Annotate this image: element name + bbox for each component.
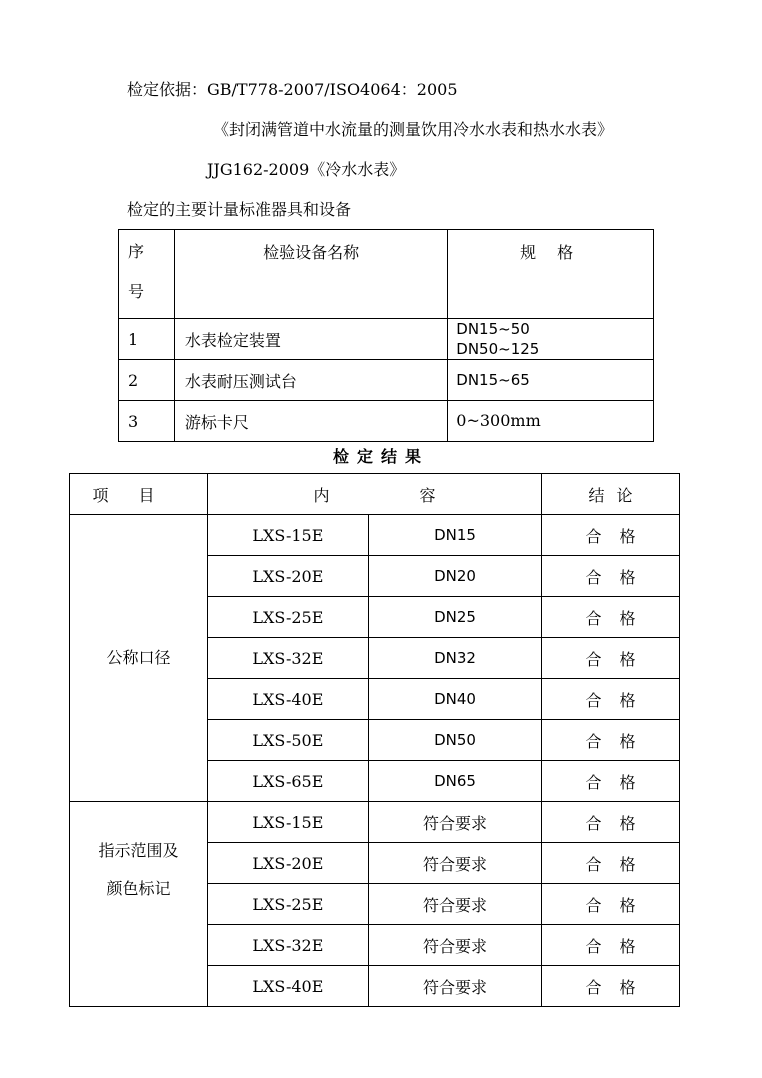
seq-header-text: 序 号 [128,242,145,301]
result-value: DN25 [368,597,541,638]
equipment-row [119,401,654,442]
result-conclusion: 合格 [542,515,680,556]
equipment-spec [448,319,654,360]
result-conclusion: 合格 [542,843,680,884]
item-header: 项目 [70,474,208,515]
equipment-table [118,229,654,442]
result-value: 符合要求 [368,925,541,966]
result-conclusion: 合格 [542,761,680,802]
result-value: 符合要求 [368,843,541,884]
result-conclusion: 合格 [542,884,680,925]
result-model: LXS-15E [207,515,368,556]
result-conclusion: 合格 [542,925,680,966]
seq-header [119,230,175,319]
result-model: LXS-40E [207,966,368,1007]
results-header-row [70,474,680,515]
result-value: DN15 [368,515,541,556]
results-body [70,515,680,1007]
result-value: DN50 [368,720,541,761]
name-header: 检验设备名称 [174,230,447,319]
result-model: LXS-65E [207,761,368,802]
result-conclusion: 合格 [542,802,680,843]
result-model: LXS-25E [207,884,368,925]
result-row [70,802,680,843]
result-item: 指示范围及 颜色标记 [70,802,208,1007]
result-conclusion: 合格 [542,638,680,679]
equipment-seq: 1 [119,319,175,360]
equipment-spec [448,360,654,401]
equipment-spec-line: DN15~50 [456,320,530,338]
basis-line-1: 检定依据：GB/T778-2007/ISO4064：2005 [127,80,458,99]
equipment-name: 游标卡尺 [174,401,447,442]
results-title: 检定结果 [332,447,429,466]
equipment-seq: 2 [119,360,175,401]
result-conclusion: 合格 [542,556,680,597]
result-conclusion: 合格 [542,597,680,638]
result-value: DN32 [368,638,541,679]
equipment-spec-line: 0~300mm [456,411,541,430]
equipment-row [119,360,654,401]
result-value: DN20 [368,556,541,597]
result-value: DN65 [368,761,541,802]
result-model: LXS-25E [207,597,368,638]
spec-header: 规 格 [448,230,654,319]
result-model: LXS-15E [207,802,368,843]
equipment-heading: 检定的主要计量标准器具和设备 [127,200,352,219]
equipment-spec-line: DN50~125 [456,340,540,358]
result-conclusion: 合格 [542,966,680,1007]
equipment-row [119,319,654,360]
result-model: LXS-50E [207,720,368,761]
result-row [70,515,680,556]
result-model: LXS-20E [207,556,368,597]
result-value: DN40 [368,679,541,720]
conclusion-header: 结论 [542,474,680,515]
result-conclusion: 合格 [542,679,680,720]
result-value: 符合要求 [368,884,541,925]
result-value: 符合要求 [368,802,541,843]
result-model: LXS-40E [207,679,368,720]
equipment-header-row [119,230,654,319]
equipment-spec [448,401,654,442]
equipment-spec-line: DN15~65 [456,371,530,389]
results-table [69,473,680,1007]
result-conclusion: 合格 [542,720,680,761]
result-model: LXS-32E [207,638,368,679]
content-header: 内容 [207,474,541,515]
result-model: LXS-32E [207,925,368,966]
equipment-name: 水表检定装置 [174,319,447,360]
result-item: 公称口径 [70,515,208,802]
basis-line-3: JJG162-2009《冷水水表》 [207,160,406,179]
basis-line-2: 《封闭满管道中水流量的测量饮用冷水水表和热水水表》 [213,120,614,139]
equipment-seq: 3 [119,401,175,442]
equipment-name: 水表耐压测试台 [174,360,447,401]
result-value: 符合要求 [368,966,541,1007]
result-model: LXS-20E [207,843,368,884]
